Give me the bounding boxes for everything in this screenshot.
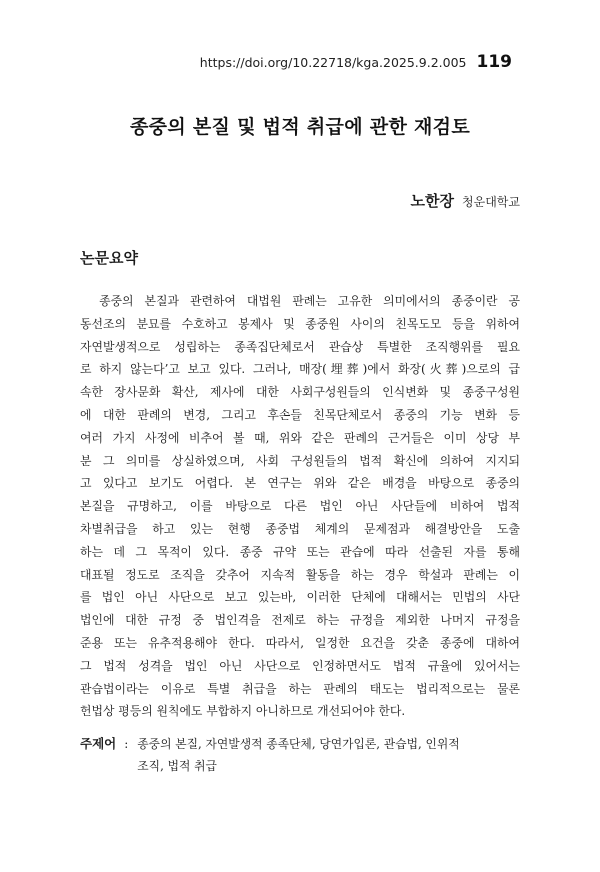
abstract-line: 여러 가지 사정에 비추어 볼 때, 위와 같은 판례의 근거들은 이미 상당 부 [80, 430, 520, 445]
abstract-line: 동선조의 분묘를 수호하고 봉제사 및 종중원 사이의 친목도모 등을 위하여 [80, 316, 520, 331]
abstract-body [80, 290, 520, 723]
abstract-line: 로 하지 않는다’고 보고 있다. 그러나, 매장(埋葬)에서 화장(火葬)으로의 급 [80, 362, 520, 377]
abstract-line: 에 대한 판례의 변경, 그리고 후손들 친목단체로서 종중의 기능 변화 등 [80, 407, 520, 422]
keywords-line: 조직, 법적 취급 [137, 759, 217, 773]
author-name: 노한장 [410, 192, 455, 210]
abstract-line: 그 법적 성격을 법인 아닌 사단으로 인정하면서도 법적 규율에 있어서는 [80, 658, 520, 673]
doi-link[interactable]: https://doi.org/10.22718/kga.2025.9.2.005 [199, 55, 467, 70]
abstract-line: 종중의 본질과 관련하여 대법원 판례는 고유한 의미에서의 종중이란 공 [80, 294, 520, 308]
abstract-line: 속한 장사문화 확산, 제사에 대한 사회구성원들의 인식변화 및 종중구성원 [80, 385, 520, 400]
keywords-line: 종중의 본질, 자연발생적 종족단체, 당연가입론, 관습법, 인위적 [137, 737, 460, 751]
keywords-block [80, 733, 525, 777]
abstract-heading: 논문요약 [80, 249, 138, 267]
abstract-line: 차별취급을 하고 있는 현행 종중법 체계의 문제점과 해결방안을 도출 [80, 521, 520, 536]
keywords-colon: : [124, 737, 129, 751]
keywords-list [137, 733, 459, 777]
abstract-line: 헌법상 평등의 원칙에도 부합하지 아니하므로 개선되어야 한다. [80, 704, 406, 719]
abstract-line: 자연발생적으로 성립하는 종족집단체로서 관습상 특별한 조직행위를 필요 [80, 339, 520, 354]
abstract-line: 고 있다고 보기도 어렵다. 본 연구는 위와 같은 배경을 바탕으로 종중의 [80, 476, 520, 491]
abstract-line: 본질을 규명하고, 이를 바탕으로 다른 법인 아닌 사단들에 비하여 법적 [80, 499, 520, 514]
paper-title: 종중의 본질 및 법적 취급에 관한 재검토 [130, 116, 470, 138]
running-header [200, 52, 512, 72]
abstract-line: 대표될 정도로 조직을 갖추어 지속적 활동을 하는 경우 학설과 판례는 이 [80, 567, 520, 582]
author-affiliation: 청운대학교 [462, 195, 520, 209]
keywords-label: 주제어 [80, 736, 117, 751]
abstract-line: 관습법이라는 이유로 특별 취급을 하는 판례의 태도는 법리적으로는 물론 [80, 681, 520, 696]
abstract-line: 준용 또는 유추적용해야 한다. 따라서, 일정한 요건을 갖춘 종중에 대하여 [80, 635, 520, 650]
author-line [411, 190, 520, 211]
abstract-line: 법인에 대한 규정 중 법인격을 전제로 하는 규정을 제외한 나머지 규정을 [80, 613, 520, 628]
abstract-line: 하는 데 그 목적이 있다. 종중 규약 또는 관습에 따라 선출된 자를 통해 [80, 544, 520, 559]
page-number: 119 [476, 52, 512, 72]
abstract-line: 를 법인 아닌 사단으로 보고 있는바, 이러한 단체에 대해서는 민법의 사단 [80, 590, 520, 605]
abstract-line: 분 그 의미를 상실하였으며, 사회 구성원들의 법적 확신에 의하여 지지되 [80, 453, 520, 468]
